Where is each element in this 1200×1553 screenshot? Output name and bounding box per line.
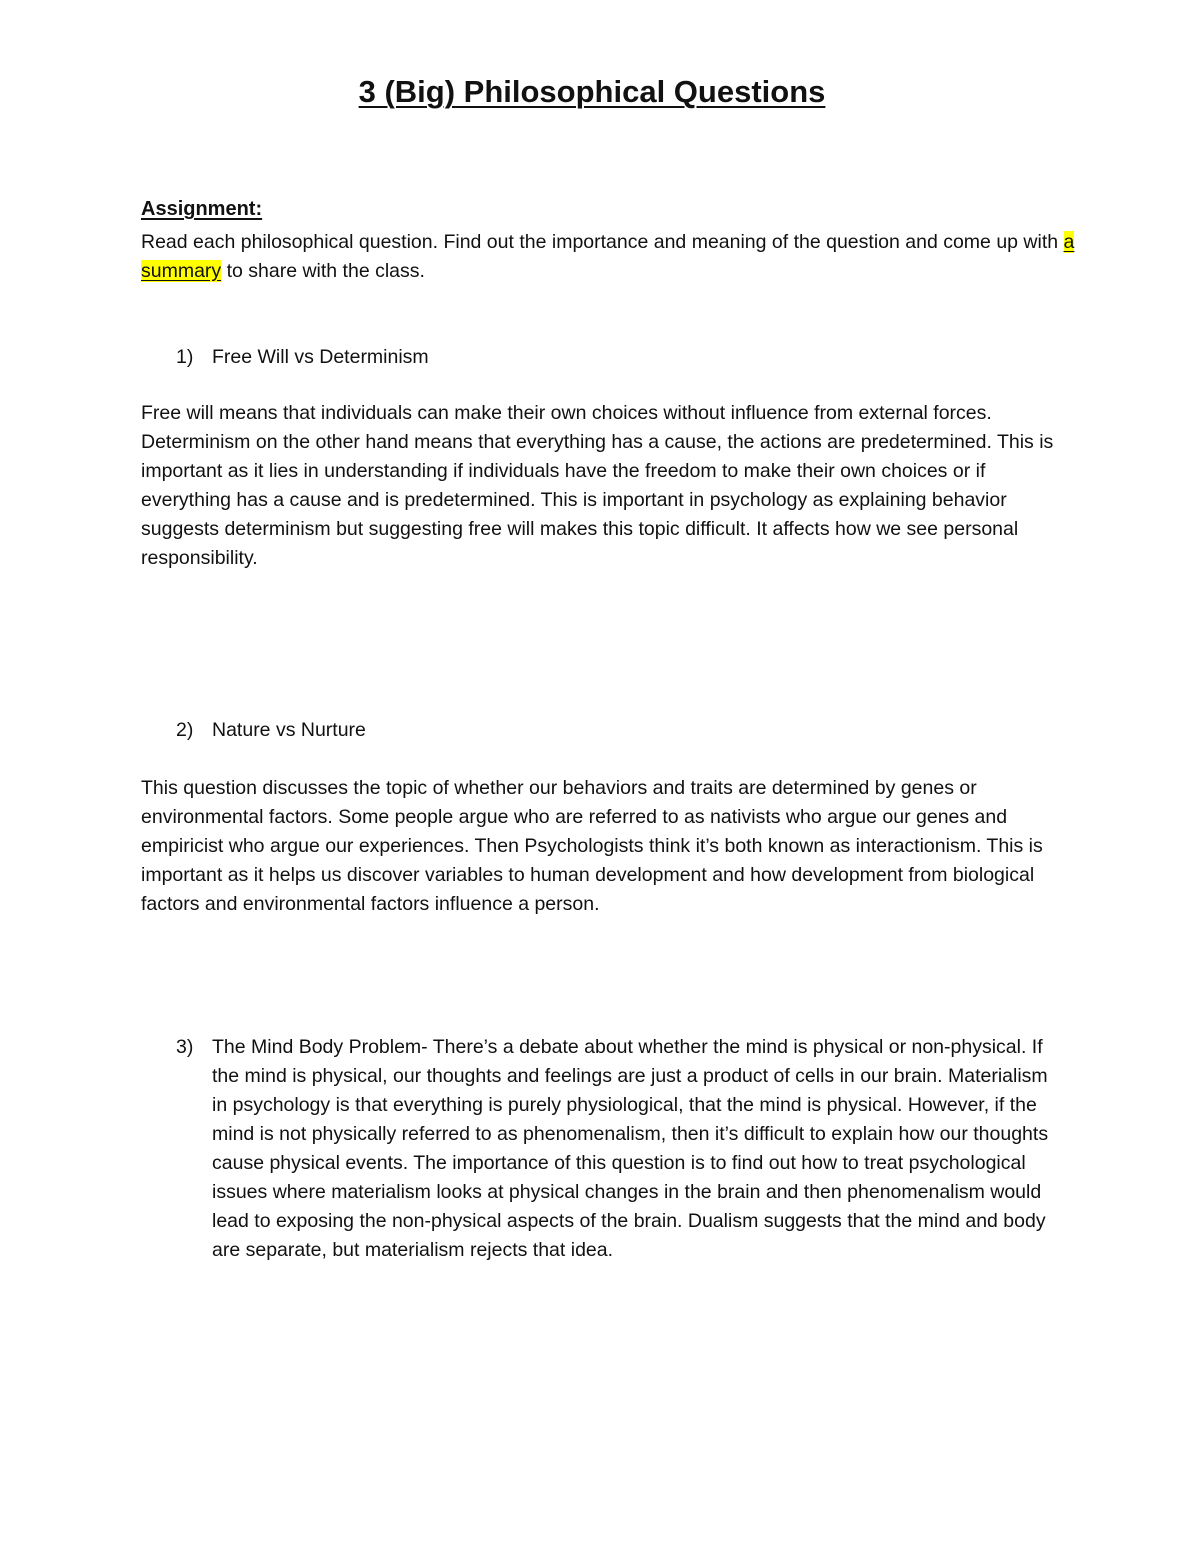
question-1-label: Free Will vs Determinism — [212, 346, 429, 368]
assignment-text-before: Read each philosophical question. Find out the importance and meaning of the question and come up with — [141, 231, 1064, 253]
question-2-label: Nature vs Nurture — [212, 719, 366, 741]
question-1-answer: Free will means that individuals can make their own choices without influence from external forces. Determinism on the other hand means that everything has a cause, the actions are predetermined. This is important as it lies in understanding if individuals have the freedom to make their own choices or if everything has a cause and is predetermined. This is important in psychology as explaining behavior suggests determinism but suggesting free will makes this topic difficult. It affects how we see personal responsibility. — [141, 402, 1054, 569]
question-2-number: 2) — [176, 719, 194, 741]
page-title: 3 (Big) Philosophical Questions — [358, 74, 826, 109]
question-3-text: The Mind Body Problem- There’s a debate about whether the mind is physical or non-physical. If the mind is physical, our thoughts and feelings are just a product of cells in our brain. Materialism in psychology is that everything is purely physiological, that the mind is physical. However, if the mind is not physically referred to as phenomenalism, then it’s difficult to explain how our thoughts cause physical events. The importance of this question is to find out how to treat psychological issues where materialism looks at physical changes in the brain and then phenomenalism would lead to exposing the non-physical aspects of the brain. Dualism suggests that the mind and body are separate, but materialism rejects that idea. — [212, 1036, 1049, 1261]
question-2-answer: This question discusses the topic of whether our behaviors and traits are determined by genes or environmental factors. Some people argue who are referred to as nativists who argue our genes and empiricist who argue our experiences. Then Psychologists think it’s both known as interactionism. This is important as it helps us discover variables to human development and how development from biological factors and environmental factors influence a person. — [141, 777, 1043, 915]
question-3-item — [176, 1033, 1066, 1265]
question-1-heading — [176, 343, 429, 372]
assignment-heading: Assignment: — [141, 198, 263, 220]
assignment-instructions — [141, 228, 1081, 286]
assignment-highlight: a summary — [141, 231, 1075, 282]
question-1-number: 1) — [176, 346, 194, 368]
question-2-heading — [176, 716, 366, 745]
question-3-number: 3) — [176, 1036, 194, 1058]
assignment-text-after: to share with the class. — [221, 260, 425, 282]
